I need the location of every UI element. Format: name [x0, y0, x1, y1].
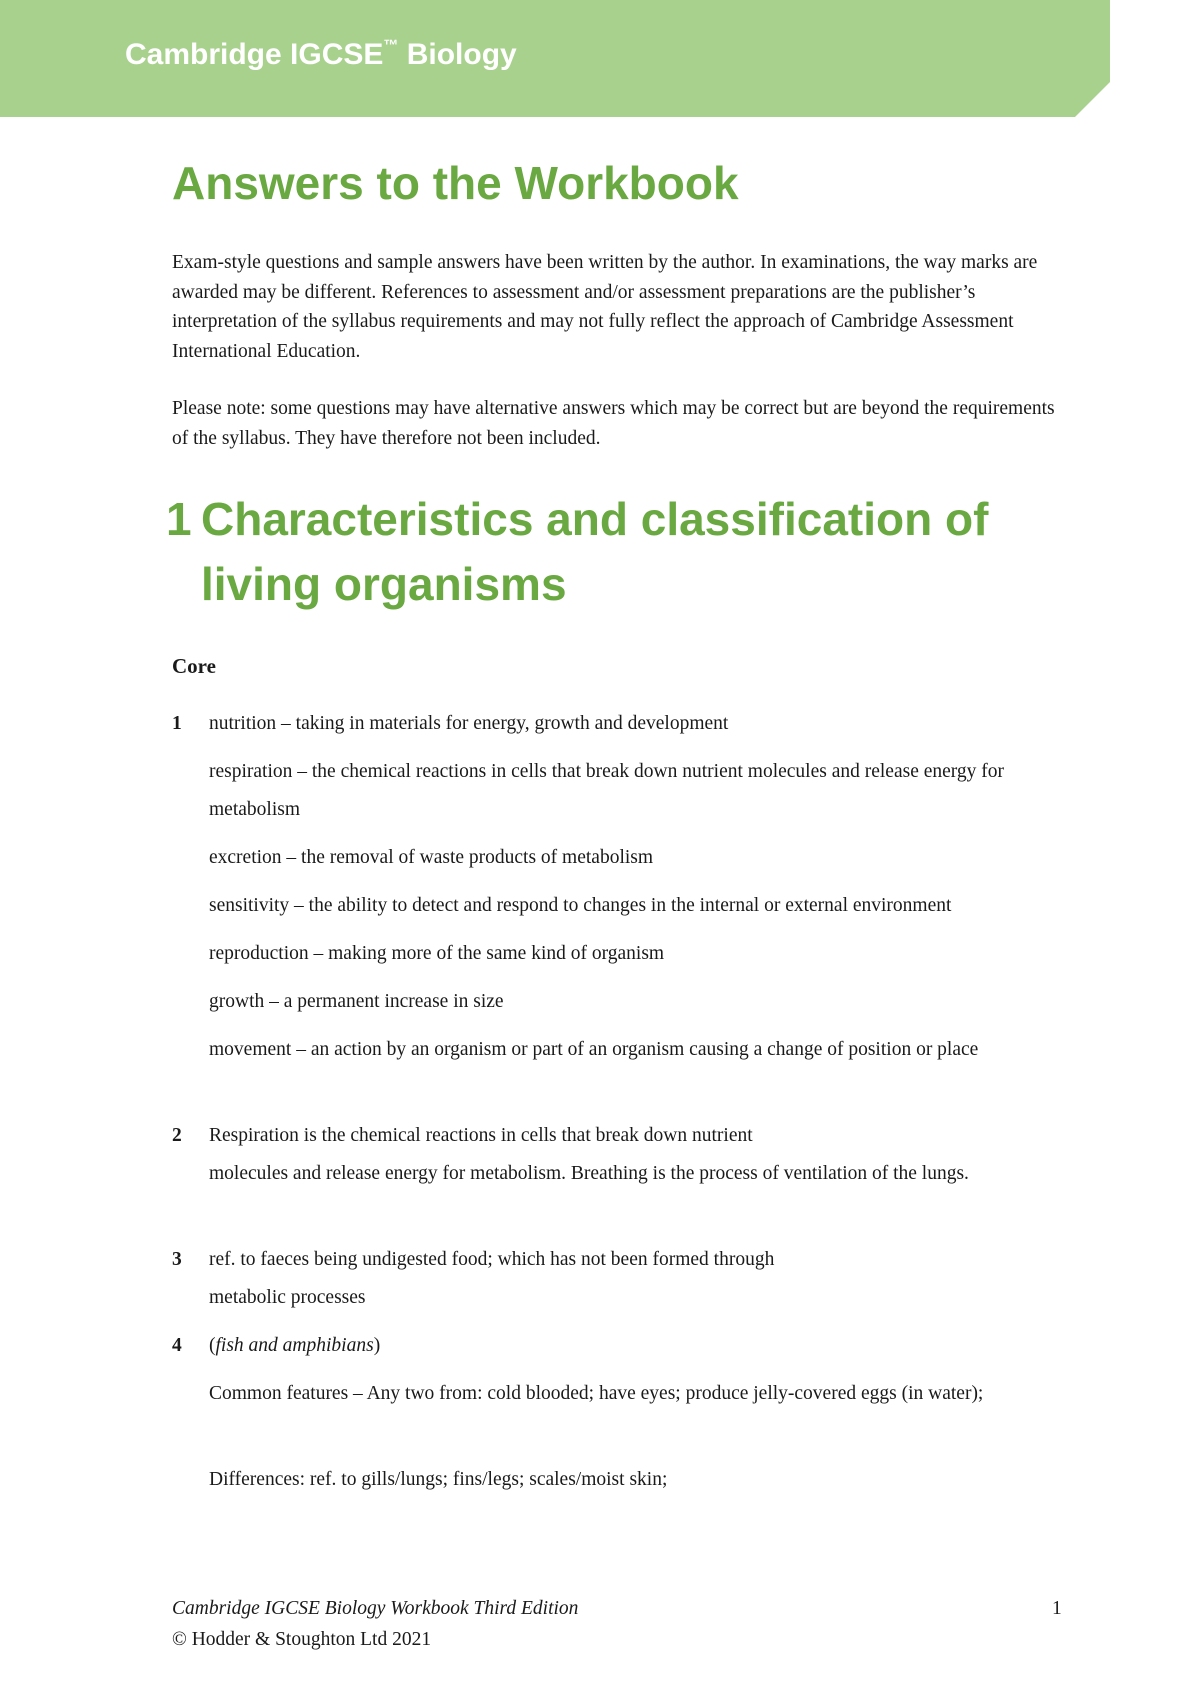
- intro-paragraph-2: Please note: some questions may have alternative answers which may be correct but are beyond the requirements of the syllabus. They have therefore not been included.: [172, 398, 1055, 449]
- header-title: [125, 38, 517, 72]
- chapter-heading: [166, 487, 1086, 617]
- answer-q1-nutrition: nutrition – taking in materials for energy, growth and development: [209, 713, 729, 734]
- header-title-main: Cambridge IGCSE: [125, 38, 384, 71]
- answer-q4-heading-text: fish and amphibians: [215, 1335, 374, 1356]
- answer-q3-line-1: ref. to faeces being undigested food; which has not been formed through: [209, 1249, 775, 1270]
- answer-q1-growth: growth – a permanent increase in size: [209, 991, 504, 1012]
- answer-q2-line-1: Respiration is the chemical reactions in cells that break down nutrient: [209, 1125, 753, 1146]
- intro-paragraph-1: Exam-style questions and sample answers have been written by the author. In examinations, the way marks are awarded may be different. References to assessment and/or assessment preparations are the publisher’s interpretation of the syllabus requirements and may not fully reflect the approach of Cambridge Assessment International Education.: [172, 252, 1038, 362]
- question-number-3: 3: [172, 1249, 182, 1270]
- trademark-symbol: ™: [383, 37, 399, 54]
- question-number-1: 1: [172, 713, 182, 734]
- header-title-subject: Biology: [398, 38, 517, 71]
- answer-q3-line-2: metabolic processes: [209, 1287, 366, 1308]
- answer-q1-respiration: respiration – the chemical reactions in cells that break down nutrient molecules and release energy for metabolism: [209, 761, 1005, 820]
- footer-copyright: © Hodder & Stoughton Ltd 2021: [172, 1629, 432, 1650]
- close-paren: ): [373, 1335, 381, 1356]
- page-number: 1: [1052, 1598, 1062, 1619]
- question-number-4: 4: [172, 1335, 182, 1356]
- chapter-number: 1: [166, 493, 192, 545]
- footer-book-title: Cambridge IGCSE Biology Workbook Third Edition: [172, 1598, 579, 1619]
- answer-q4-heading: [209, 1327, 1079, 1365]
- answer-q1-movement: movement – an action by an organism or part of an organism causing a change of position or place: [209, 1039, 979, 1060]
- answer-q4-common-features: Common features – Any two from: cold blooded; have eyes; produce jelly-covered eggs (in water);: [209, 1383, 984, 1404]
- answer-q1-sensitivity: sensitivity – the ability to detect and respond to changes in the internal or external environment: [209, 895, 952, 916]
- answer-q4-differences: Differences: ref. to gills/lungs; fins/legs; scales/moist skin;: [209, 1469, 668, 1490]
- page-title: Answers to the Workbook: [172, 157, 739, 209]
- answer-q1-excretion: excretion – the removal of waste products of metabolism: [209, 847, 654, 868]
- answer-q1-reproduction: reproduction – making more of the same kind of organism: [209, 943, 665, 964]
- chapter-title: Characteristics and classification of living organisms: [201, 493, 989, 610]
- question-number-2: 2: [172, 1125, 182, 1146]
- answer-q2-line-2: molecules and release energy for metabolism. Breathing is the process of ventilation of the lungs.: [209, 1163, 969, 1184]
- open-paren: (: [209, 1335, 216, 1356]
- section-label: Core: [172, 654, 216, 678]
